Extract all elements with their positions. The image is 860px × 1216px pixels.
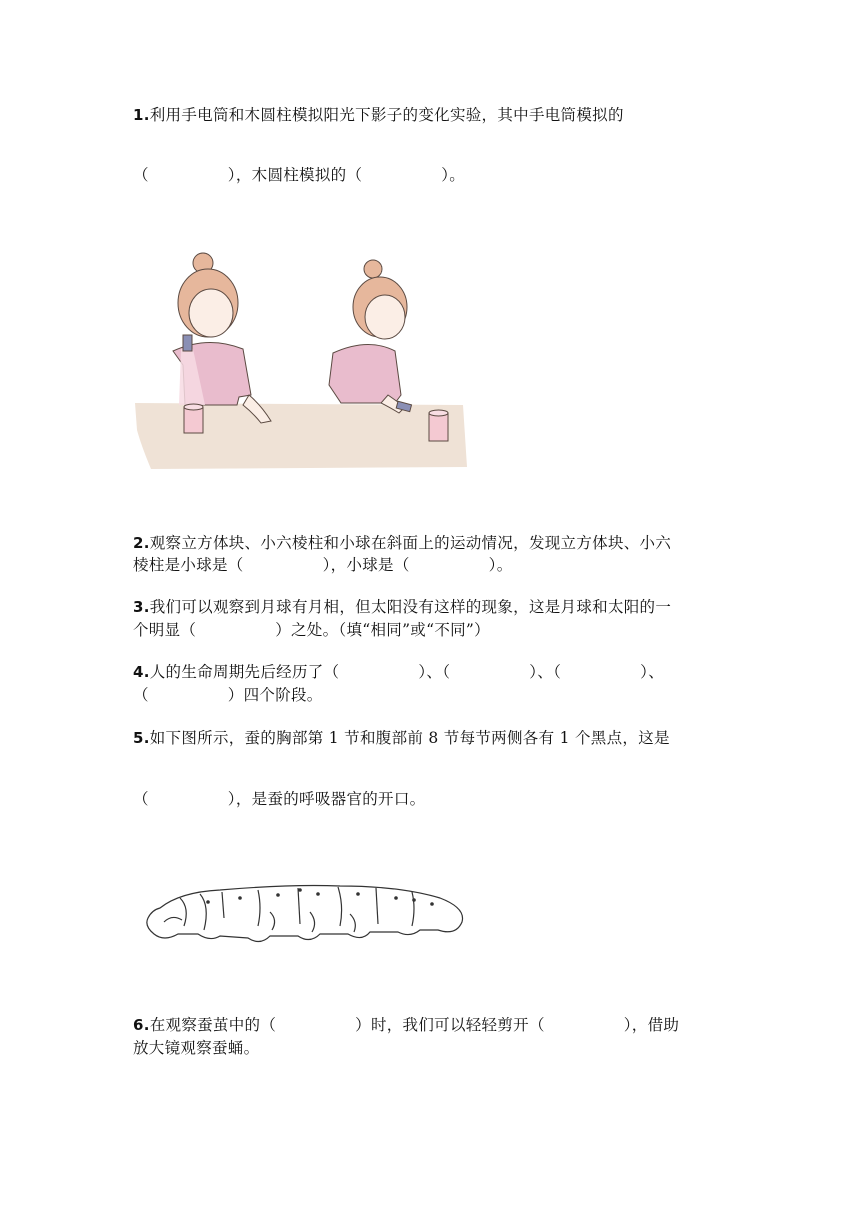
question-5-text-1: 如下图所示，蚕的胸部第 1 节和腹部前 8 节每节两侧各有 1 个黑点，这是 bbox=[149, 729, 670, 747]
question-6-text-2: 放大镜观察蚕蛹。 bbox=[133, 1039, 260, 1057]
question-3-number: 3. bbox=[133, 598, 150, 616]
question-6-number: 6. bbox=[133, 1016, 150, 1034]
question-3-line-2 bbox=[133, 619, 490, 641]
left-cylinder bbox=[184, 404, 203, 433]
question-4-number: 4. bbox=[133, 663, 150, 681]
silkworm-spiracles bbox=[206, 888, 434, 906]
question-5-text-2: （ ），是蚕的呼吸器官的开口。 bbox=[133, 790, 426, 808]
question-2-line-2 bbox=[133, 554, 513, 576]
question-2-line-1 bbox=[133, 532, 671, 554]
question-4-text-2: （ ）四个阶段。 bbox=[133, 686, 323, 704]
silkworm-body bbox=[147, 886, 463, 942]
question-6-line-1 bbox=[133, 1014, 679, 1036]
question-5-line-2 bbox=[133, 788, 425, 810]
right-child bbox=[329, 260, 412, 413]
question-1-line-1 bbox=[133, 104, 624, 126]
question-3-text-2: 个明显（ ）之处。（填“相同”或“不同”） bbox=[133, 621, 490, 639]
question-6-line-2 bbox=[133, 1037, 259, 1059]
question-2-text-1: 观察立方体块、小六棱柱和小球在斜面上的运动情况，发现立方体块、小六 bbox=[149, 534, 672, 552]
question-5-number: 5. bbox=[133, 729, 150, 747]
right-cylinder bbox=[429, 410, 448, 441]
question-1-text-2: （ ），木圆柱模拟的（ ）。 bbox=[133, 166, 466, 184]
question-1-line-2 bbox=[133, 164, 465, 186]
left-child bbox=[173, 253, 271, 423]
question-1-number: 1. bbox=[133, 106, 150, 124]
question-2-number: 2. bbox=[133, 534, 150, 552]
question-3-text-1: 我们可以观察到月球有月相，但太阳没有这样的现象，这是月球和太阳的一 bbox=[149, 598, 672, 616]
question-3-line-1 bbox=[133, 596, 671, 618]
question-4-text-1: 人的生命周期先后经历了（ ）、（ ）、（ ）、 bbox=[149, 663, 665, 681]
children-flashlight-illustration bbox=[133, 245, 473, 470]
question-2-text-2: 棱柱是小球是（ ），小球是（ ）。 bbox=[133, 556, 513, 574]
question-6-text-1: 在观察蚕茧中的（ ）时，我们可以轻轻剪开（ ），借助 bbox=[149, 1016, 680, 1034]
question-4-line-1 bbox=[133, 661, 664, 683]
question-1-text-1: 利用手电筒和木圆柱模拟阳光下影子的变化实验，其中手电筒模拟的 bbox=[149, 106, 624, 124]
silkworm-illustration bbox=[140, 878, 470, 948]
question-4-line-2 bbox=[133, 684, 323, 706]
question-5-line-1 bbox=[133, 727, 670, 749]
